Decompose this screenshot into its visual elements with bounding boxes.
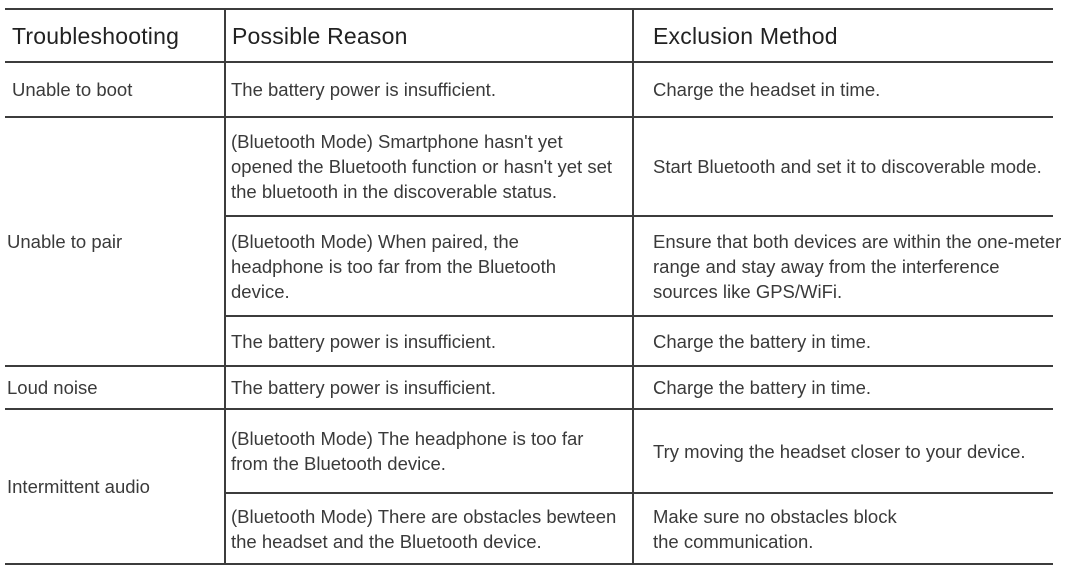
reason-cell: The battery power is insufficient. [231, 377, 496, 398]
problem-cell: Unable to pair [7, 231, 123, 252]
reason-cell: (Bluetooth Mode) When paired, the headphone is too far from the Bluetooth device. [231, 230, 556, 302]
method-cell: Charge the battery in time. [653, 330, 871, 352]
method-cell: Ensure that both devices are within the one-meter range and stay away from the interference sources like GPS/WiFi. [653, 230, 1062, 302]
reason-cell: (Bluetooth Mode) Smartphone hasn't yet opened the Bluetooth function or hasn't yet set the bluetooth in the discoverable status. [231, 131, 612, 202]
method-cell: Try moving the headset closer to your device. [653, 440, 1026, 462]
reason-cell: The battery power is insufficient. [231, 330, 496, 352]
table-bottom-rule [5, 563, 1053, 565]
method-cell: Start Bluetooth and set it to discoverable mode. [653, 156, 1042, 177]
column-divider [632, 8, 634, 565]
column-divider [224, 8, 226, 565]
reason-cell: (Bluetooth Mode) The headphone is too far from the Bluetooth device. [231, 428, 584, 474]
reason-cell: (Bluetooth Mode) There are obstacles bewteen the headset and the Bluetooth device. [231, 505, 617, 552]
method-cell: Charge the headset in time. [653, 79, 881, 100]
problem-cell: Intermittent audio [7, 476, 150, 497]
reason-cell: The battery power is insufficient. [231, 79, 496, 100]
header-troubleshooting: Troubleshooting [12, 22, 180, 49]
problem-cell: Unable to boot [12, 79, 133, 100]
method-cell: Charge the battery in time. [653, 377, 871, 398]
header-exclusion-method: Exclusion Method [653, 22, 838, 49]
problem-cell: Loud noise [7, 377, 98, 398]
header-possible-reason: Possible Reason [232, 22, 408, 49]
method-cell: Make sure no obstacles block the communication. [653, 505, 897, 552]
